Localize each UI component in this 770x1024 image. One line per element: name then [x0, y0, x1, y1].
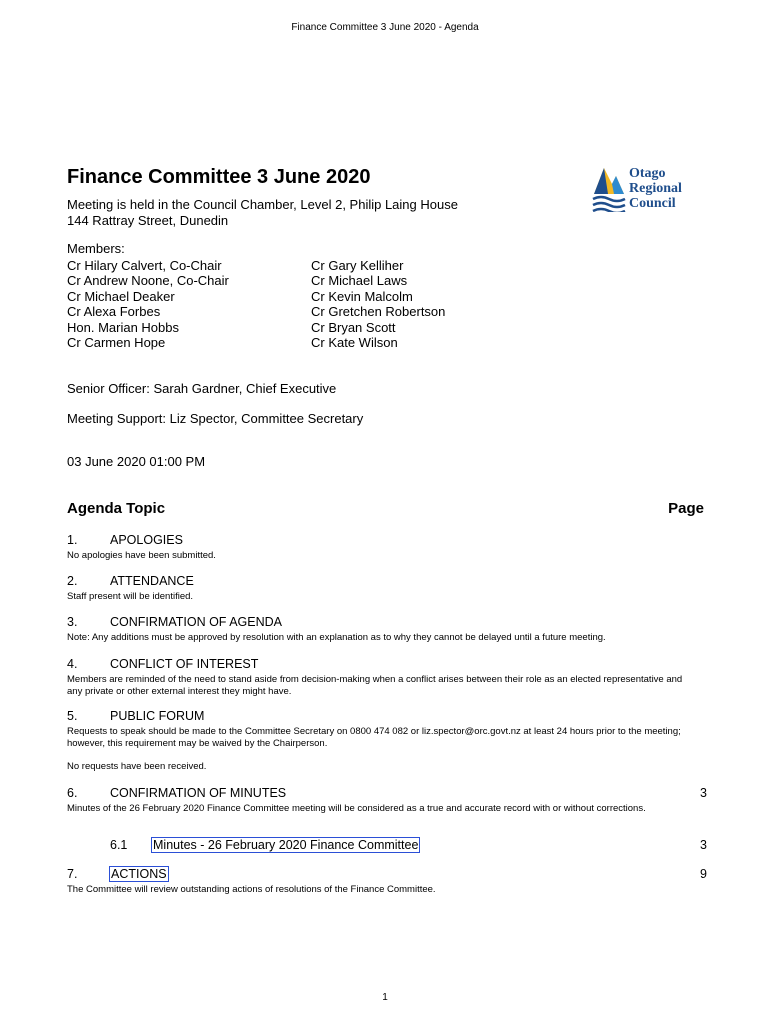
- item-number: 5.: [67, 709, 78, 723]
- item-title: APOLOGIES: [110, 533, 183, 547]
- page-number: 1: [382, 992, 388, 1003]
- member: Cr Kevin Malcolm: [311, 288, 413, 304]
- member: Cr Gary Kelliher: [311, 258, 404, 273]
- agenda-item-apologies: [67, 533, 707, 562]
- member: Cr Carmen Hope: [67, 335, 166, 351]
- member: Cr Alexa Forbes: [67, 304, 161, 320]
- members-label: Members:: [67, 241, 125, 256]
- item-description: Members are reminded of the need to stand aside from decision-making when a conflict arises between their role as an elected representative and any private or other external interest they might have.: [67, 674, 683, 697]
- agenda-item-actions: [67, 867, 707, 896]
- member: Cr Bryan Scott: [311, 319, 396, 335]
- members-right-column: [311, 258, 445, 350]
- orc-logo-mark-icon: [592, 164, 626, 212]
- meeting-datetime: 03 June 2020 01:00 PM: [67, 454, 206, 469]
- logo-line-2: Regional: [629, 181, 682, 196]
- orc-logo-text: [629, 166, 682, 211]
- item-title: PUBLIC FORUM: [110, 709, 205, 723]
- agenda-item-confirmation-of-minutes: [67, 786, 707, 815]
- senior-officer: Senior Officer: Sarah Gardner, Chief Executive: [67, 381, 337, 396]
- member: Cr Kate Wilson: [311, 335, 398, 351]
- logo-line-3: Council: [629, 196, 676, 211]
- item-number: 2.: [67, 574, 78, 588]
- orc-logo: [592, 164, 702, 216]
- members-left-column: [67, 258, 229, 350]
- member: Cr Michael Laws: [311, 273, 408, 289]
- item-title: ATTENDANCE: [110, 574, 194, 588]
- minutes-link[interactable]: Minutes - 26 February 2020 Finance Committee: [153, 838, 419, 852]
- actions-link[interactable]: ACTIONS: [111, 867, 167, 881]
- meeting-title: Finance Committee 3 June 2020: [67, 166, 371, 188]
- item-title: CONFIRMATION OF AGENDA: [110, 615, 282, 629]
- agenda-item-attendance: [67, 574, 707, 603]
- item-page-number: 3: [700, 838, 707, 852]
- agenda-subitem-minutes: [67, 838, 707, 854]
- agenda-item-public-forum: [67, 709, 707, 773]
- agenda-topic-header: Agenda Topic: [67, 500, 166, 517]
- member: Cr Michael Deaker: [67, 288, 175, 304]
- logo-line-1: Otago: [629, 166, 666, 181]
- meeting-venue: [67, 197, 458, 229]
- item-number: 1.: [67, 533, 78, 547]
- item-page-number: 9: [700, 867, 707, 881]
- item-number: 3.: [67, 615, 78, 629]
- item-number: 4.: [67, 657, 78, 671]
- item-description: Requests to speak should be made to the Committee Secretary on 0800 474 082 or liz.spector@orc.govt.nz at least 24 hours prior to the meeting; however, this requirement may be waived by the Chairperson.: [67, 726, 681, 749]
- item-description: Staff present will be identified.: [67, 591, 194, 602]
- item-number: 7.: [67, 867, 78, 881]
- item-description: Note: Any additions must be approved by resolution with an explanation as to why they cannot be delayed until a future meeting.: [67, 632, 606, 643]
- member: Hon. Marian Hobbs: [67, 319, 179, 335]
- item-page-number: 3: [700, 786, 707, 800]
- member: Cr Gretchen Robertson: [311, 304, 446, 320]
- item-description: The Committee will review outstanding actions of resolutions of the Finance Committee.: [67, 884, 436, 895]
- item-number: 6.: [67, 786, 78, 800]
- running-header: Finance Committee 3 June 2020 - Agenda: [291, 22, 479, 33]
- member: Cr Hilary Calvert, Co-Chair: [67, 258, 222, 273]
- item-title: CONFLICT OF INTEREST: [110, 657, 259, 671]
- item-number: 6.1: [110, 838, 128, 852]
- item-title: CONFIRMATION OF MINUTES: [110, 786, 287, 800]
- item-description-note: No requests have been received.: [67, 761, 207, 772]
- member: Cr Andrew Noone, Co-Chair: [67, 273, 229, 289]
- item-description: Minutes of the 26 February 2020 Finance Committee meeting will be considered as a true and accurate record with or without corrections.: [67, 803, 646, 814]
- page-header: Page: [668, 500, 704, 517]
- venue-line-1: Meeting is held in the Council Chamber, Level 2, Philip Laing House: [67, 197, 458, 212]
- agenda-item-conflict-of-interest: [67, 657, 707, 698]
- agenda-item-confirmation-of-agenda: [67, 615, 707, 644]
- item-description: No apologies have been submitted.: [67, 550, 216, 561]
- venue-line-2: 144 Rattray Street, Dunedin: [67, 213, 229, 228]
- meeting-support: Meeting Support: Liz Spector, Committee Secretary: [67, 411, 364, 426]
